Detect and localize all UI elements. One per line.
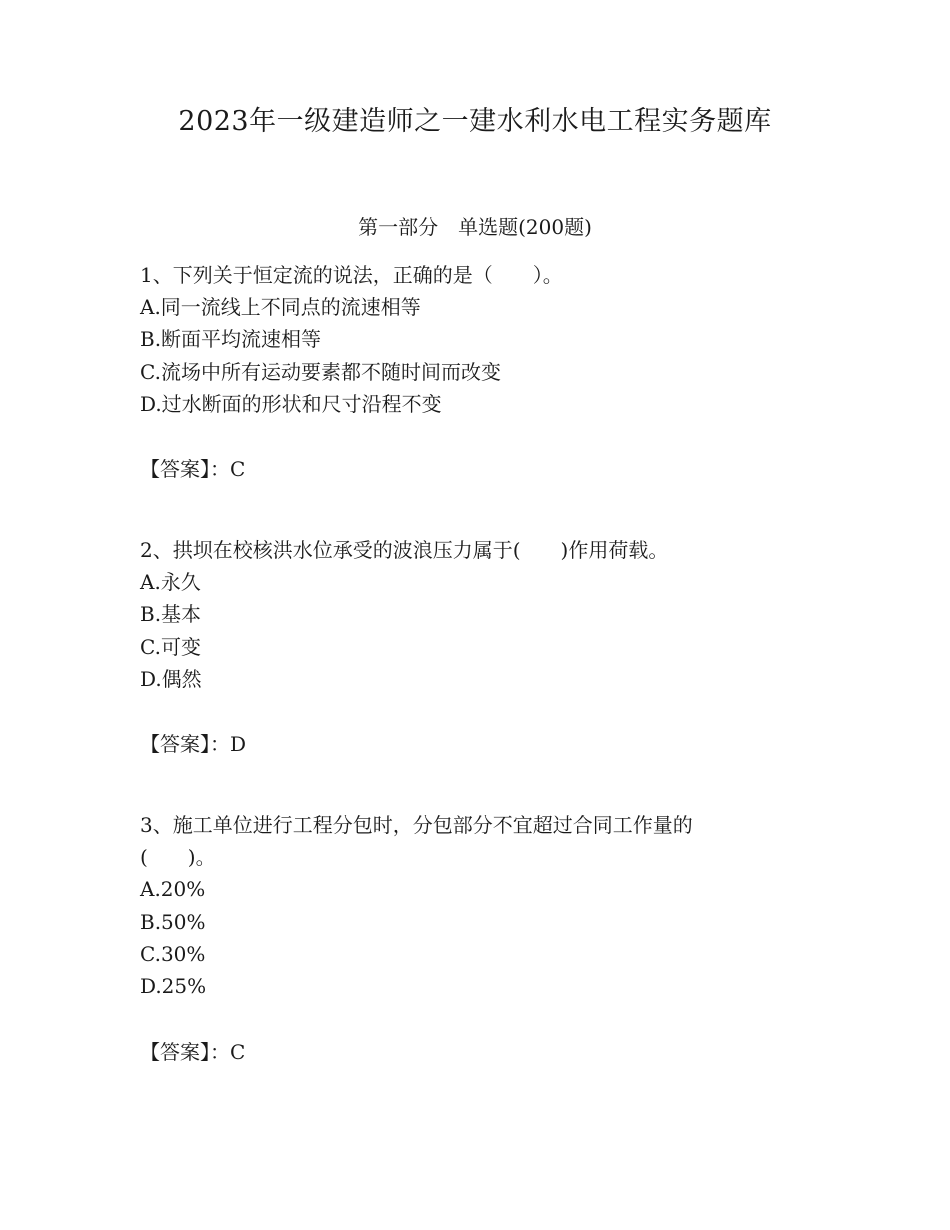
section-heading: 第一部分 单选题(200题) [358, 215, 592, 239]
question-2-option-b: B.基本 [140, 602, 202, 626]
question-1-option-b: B.断面平均流速相等 [140, 327, 322, 351]
question-3-stem-line-2: ( )。 [140, 845, 216, 869]
question-2-answer: 【答案】：D [140, 732, 247, 756]
question-2-option-d: D.偶然 [140, 667, 202, 691]
question-1-stem: 1、下列关于恒定流的说法，正确的是（ ）。 [140, 263, 563, 287]
question-2-option-a: A.永久 [140, 570, 201, 594]
document-title: 2023年一级建造师之一建水利水电工程实务题库 [178, 106, 772, 137]
question-1-option-c: C.流场中所有运动要素都不随时间而改变 [140, 360, 501, 384]
question-1-answer: 【答案】：C [140, 457, 246, 481]
question-3-option-c: C.30% [140, 942, 206, 966]
question-3-option-d: D.25% [140, 974, 207, 998]
question-3-option-b: B.50% [140, 910, 206, 934]
question-1-option-a: A.同一流线上不同点的流速相等 [140, 295, 421, 319]
question-1-option-d: D.过水断面的形状和尺寸沿程不变 [140, 392, 442, 416]
question-2-option-c: C.可变 [140, 635, 201, 659]
question-2-stem: 2、拱坝在校核洪水位承受的波浪压力属于( )作用荷载。 [140, 538, 669, 562]
question-3-stem-line-1: 3、施工单位进行工程分包时，分包部分不宜超过合同工作量的 [140, 813, 693, 837]
question-3-answer: 【答案】：C [140, 1040, 246, 1064]
question-3-option-a: A.20% [140, 877, 206, 901]
